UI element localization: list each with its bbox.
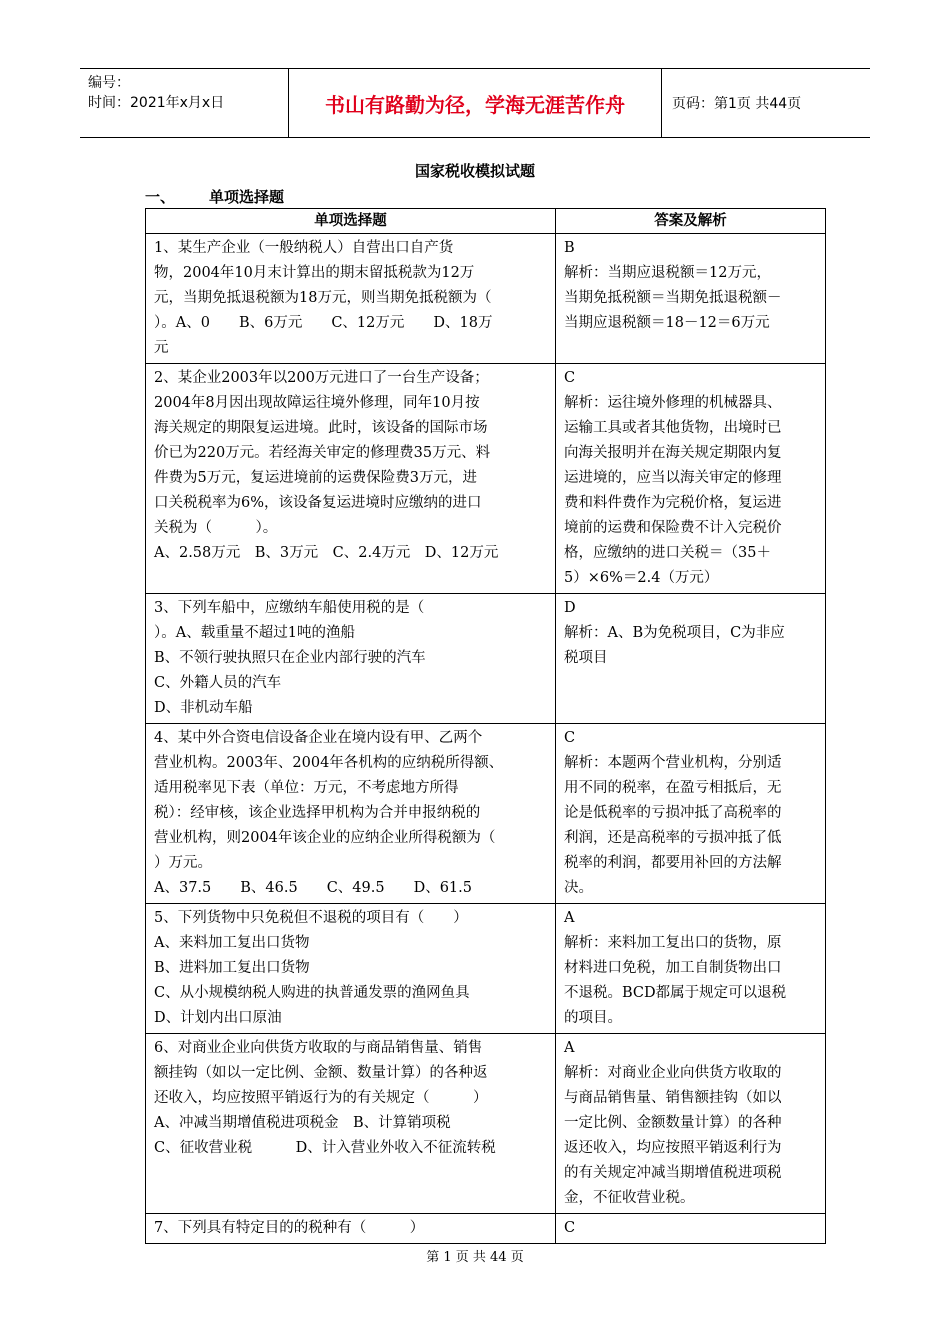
table-row xyxy=(146,724,826,904)
column-header-answer: 答案及解析 xyxy=(556,209,826,234)
question-line: 价已为220万元。若经海关审定的修理费35万元、料 xyxy=(154,445,491,461)
answer-cell xyxy=(556,904,826,1034)
answer-line: 税率的利润，都要用补回的方法解 xyxy=(564,855,782,871)
answer-line: 税项目 xyxy=(564,650,608,666)
question-line: 营业机构。2003年、2004年各机构的应纳税所得额、 xyxy=(154,755,504,771)
question-line: A、2.58万元 B、3万元 C、2.4万元 D、12万元 xyxy=(154,545,499,561)
answer-line: 运进境的，应当以海关审定的修理 xyxy=(564,470,782,486)
question-line: ）万元。 xyxy=(154,855,212,871)
question-cell xyxy=(146,904,556,1034)
question-line: 5、下列货物中只免税但不退税的项目有（ ） xyxy=(154,910,468,926)
answer-line: 费和料件费作为完税价格，复运进 xyxy=(564,495,782,511)
answer-line: 决。 xyxy=(564,880,593,896)
page-footer: 第 1 页 共 44 页 xyxy=(426,1250,524,1265)
question-line: ）。A、0 B、6万元 C、12万元 D、18万 xyxy=(154,315,493,331)
answer-line: 解析：当期应退税额＝12万元， xyxy=(564,265,771,281)
answer-line: C xyxy=(564,370,576,386)
question-line: 关税为（ ）。 xyxy=(154,520,278,536)
question-line: C、从小规模纳税人购进的执普通发票的渔网鱼具 xyxy=(154,985,470,1001)
question-line: C、外籍人员的汽车 xyxy=(154,675,282,691)
question-line: A、37.5 B、46.5 C、49.5 D、61.5 xyxy=(154,880,472,896)
answer-line: 解析：运往境外修理的机械器具、 xyxy=(564,395,782,411)
answer-line: 格，应缴纳的进口关税＝（35＋ xyxy=(564,545,771,561)
question-cell xyxy=(146,1214,556,1244)
time-label: 时间：2021年x月x日 xyxy=(88,95,225,111)
question-cell xyxy=(146,594,556,724)
question-line: 1、某生产企业（一般纳税人）自营出口自产货 xyxy=(154,240,454,256)
question-line: ）。A、载重量不超过1吨的渔船 xyxy=(154,625,355,641)
question-line: A、冲减当期增值税进项税金 B、计算销项税 xyxy=(154,1115,451,1131)
number-label: 编号： xyxy=(88,75,130,91)
answer-line: A xyxy=(564,910,575,926)
answer-cell xyxy=(556,1034,826,1214)
page-info: 页码：第1页 共44页 xyxy=(672,96,802,112)
answer-line: 向海关报明并在海关规定期限内复 xyxy=(564,445,782,461)
header-meta xyxy=(80,69,289,137)
answer-line: 运输工具或者其他货物，出境时已 xyxy=(564,420,782,436)
answer-line: 论是低税率的亏损冲抵了高税率的 xyxy=(564,805,782,821)
table-row xyxy=(146,904,826,1034)
answer-line: 当期免抵税额＝当期免抵退税额－ xyxy=(564,290,782,306)
table-row xyxy=(146,364,826,594)
question-line: 适用税率见下表（单位：万元，不考虑地方所得 xyxy=(154,780,459,796)
answer-line: 不退税。BCD都属于规定可以退税 xyxy=(564,985,787,1001)
question-line: 3、下列车船中，应缴纳车船使用税的是（ xyxy=(154,600,425,616)
answer-line: 与商品销售量、销售额挂钩（如以 xyxy=(564,1090,782,1106)
answer-cell xyxy=(556,1214,826,1244)
answer-line: D xyxy=(564,600,576,616)
page-header xyxy=(80,68,870,138)
question-line: 营业机构，则2004年该企业的应纳企业所得税额为（ xyxy=(154,830,496,846)
question-line: 口关税税率为6%，该设备复运进境时应缴纳的进口 xyxy=(154,495,482,511)
question-cell xyxy=(146,1034,556,1214)
answer-line: A xyxy=(564,1040,575,1056)
answer-cell xyxy=(556,594,826,724)
answer-cell xyxy=(556,234,826,364)
answer-line: 境前的运费和保险费不计入完税价 xyxy=(564,520,782,536)
question-line: 6、对商业企业向供货方收取的与商品销售量、销售 xyxy=(154,1040,483,1056)
answer-line: 解析：本题两个营业机构，分别适 xyxy=(564,755,782,771)
document-title: 国家税收模拟试题 xyxy=(414,162,535,180)
question-line: A、来料加工复出口货物 xyxy=(154,935,310,951)
question-line: 7、下列具有特定目的的税种有（ ） xyxy=(154,1220,425,1236)
question-line: 元，当期免抵退税额为18万元，则当期免抵税额为（ xyxy=(154,290,492,306)
table-row xyxy=(146,234,826,364)
table-header-row xyxy=(146,209,826,234)
question-cell xyxy=(146,724,556,904)
answer-line: 解析：A、B为免税项目，C为非应 xyxy=(564,625,785,641)
question-line: D、非机动车船 xyxy=(154,700,253,716)
answer-line: C xyxy=(564,730,576,746)
answer-cell xyxy=(556,724,826,904)
table-row xyxy=(146,1034,826,1214)
column-header-question: 单项选择题 xyxy=(146,209,556,234)
answer-line: B xyxy=(564,240,575,256)
section-heading xyxy=(145,186,284,207)
table-row xyxy=(146,1214,826,1244)
qa-table-body xyxy=(146,234,826,1244)
question-line: C、征收营业税 D、计入营业外收入不征流转税 xyxy=(154,1140,496,1156)
question-line: B、不领行驶执照只在企业内部行驶的汽车 xyxy=(154,650,426,666)
answer-line: 一定比例、金额数量计算）的各种 xyxy=(564,1115,782,1131)
question-cell xyxy=(146,364,556,594)
question-line: 还收入，均应按照平销返行为的有关规定（ ） xyxy=(154,1090,488,1106)
answer-line: 返还收入，均应按照平销返利行为 xyxy=(564,1140,782,1156)
question-line: 件费为5万元，复运进境前的运费保险费3万元，进 xyxy=(154,470,477,486)
section-title: 单项选择题 xyxy=(209,188,285,206)
question-line: 2004年8月因出现故障运往境外修理，同年10月按 xyxy=(154,395,480,411)
section-number: 一、 xyxy=(145,188,176,206)
answer-line: 用不同的税率，在盈亏相抵后，无 xyxy=(564,780,782,796)
question-line: 元 xyxy=(154,340,169,356)
question-line: 物，2004年10月末计算出的期末留抵税款为12万 xyxy=(154,265,475,281)
answer-line: 的有关规定冲减当期增值税进项税 xyxy=(564,1165,782,1181)
answer-line: 解析：对商业企业向供货方收取的 xyxy=(564,1065,782,1081)
question-line: 海关规定的期限复运进境。此时，该设备的国际市场 xyxy=(154,420,488,436)
answer-line: 解析：来料加工复出口的货物，原 xyxy=(564,935,782,951)
answer-cell xyxy=(556,364,826,594)
question-line: D、计划内出口原油 xyxy=(154,1010,282,1026)
answer-line: 材料进口免税，加工自制货物出口 xyxy=(564,960,782,976)
table-row xyxy=(146,594,826,724)
answer-line: 金，不征收营业税。 xyxy=(564,1190,695,1206)
motto: 书山有路勤为径，学海无涯苦作舟 xyxy=(289,69,662,137)
qa-table xyxy=(145,208,826,1244)
answer-line: 5）×6%＝2.4（万元） xyxy=(564,570,719,586)
question-line: 额挂钩（如以一定比例、金额、数量计算）的各种返 xyxy=(154,1065,488,1081)
answer-line: C xyxy=(564,1220,576,1236)
question-line: 4、某中外合资电信设备企业在境内设有甲、乙两个 xyxy=(154,730,483,746)
answer-line: 当期应退税额＝18－12＝6万元 xyxy=(564,315,770,331)
answer-line: 的项目。 xyxy=(564,1010,622,1026)
question-line: B、进料加工复出口货物 xyxy=(154,960,310,976)
answer-line: 利润，还是高税率的亏损冲抵了低 xyxy=(564,830,782,846)
question-line: 2、某企业2003年以200万元进口了一台生产设备； xyxy=(154,370,489,386)
question-line: 税）：经审核，该企业选择甲机构为合并申报纳税的 xyxy=(154,805,481,821)
question-cell xyxy=(146,234,556,364)
